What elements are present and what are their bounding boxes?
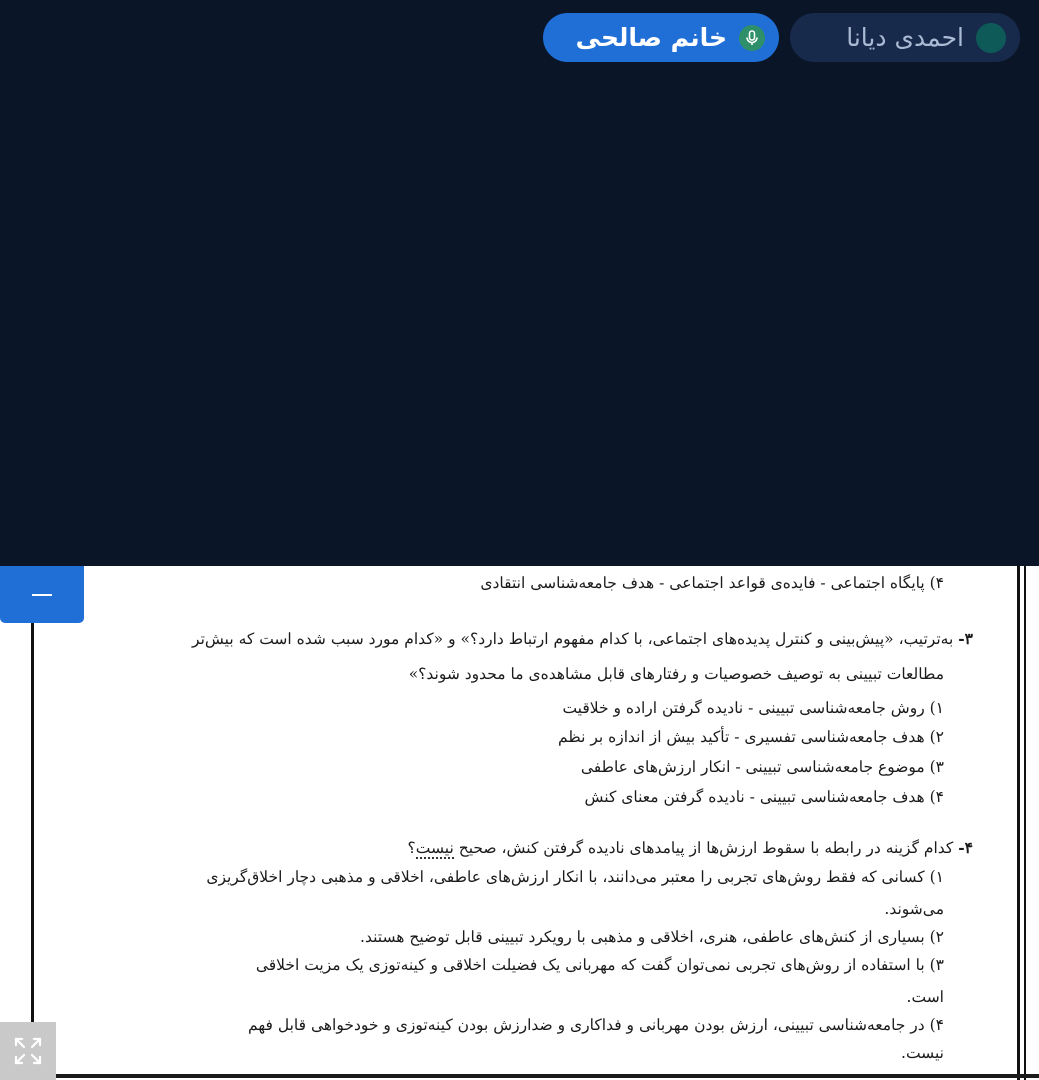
q3-option-3: ۳) موضوع جامعه‌شناسی تبیینی - انکار ارزش‌های عاطفی — [580, 758, 944, 776]
q4-option-1-line2: می‌شوند. — [884, 900, 944, 918]
expand-button[interactable] — [0, 1022, 56, 1080]
minimize-button[interactable] — [0, 566, 84, 623]
q3-option-1: ۱) روش جامعه‌شناسی تبیینی - نادیده گرفتن اراده و خلاقیت — [562, 699, 944, 717]
q3-line1 — [69, 629, 973, 648]
q3-stem-line2: مطالعات تبیینی به توصیف خصوصیات و رفتارهای قابل مشاهده‌ی ما محدود شوند؟» — [408, 665, 944, 683]
q3-number: ۳- — [958, 629, 973, 648]
page-border-right-outer — [1024, 566, 1026, 1080]
page-border-left — [31, 566, 34, 1080]
q4-option-4-line2: نیست. — [901, 1044, 944, 1062]
q4-number: ۴- — [958, 838, 973, 857]
q4-stem-negation: نیست — [415, 839, 454, 857]
expand-icon — [12, 1035, 44, 1067]
avatar-dot — [976, 23, 1006, 53]
participant-name: احمدی دیانا — [846, 23, 964, 52]
q3-option-2: ۲) هدف جامعه‌شناسی تفسیری - تأکید بیش از اندازه بر نظم — [558, 728, 944, 746]
q4-option-3-line1: ۳) با استفاده از روش‌های تجربی نمی‌توان گفت که مهربانی یک فضیلت اخلاقی و کینه‌توزی یک مزیت اخلاقی — [255, 956, 944, 974]
q4-option-4-line1: ۴) در جامعه‌شناسی تبیینی، ارزش بودن مهربانی و فداکاری و ضدارزش بودن کینه‌توزی و خودخواهی قابل فهم — [248, 1016, 944, 1034]
microphone-icon — [739, 25, 765, 51]
participant-pill-salehi[interactable] — [543, 13, 779, 62]
q4-option-2: ۲) بسیاری از کنش‌های عاطفی، هنری، اخلاقی و مذهبی با رویکرد تبیینی قابل توضیح هستند. — [360, 928, 944, 946]
q4-option-1-line1: ۱) کسانی که فقط روش‌های تجربی را معتبر می‌دانند، با انکار ارزش‌های عاطفی، اخلاقی و مذهبی دچار اخلاق‌گریزی — [206, 868, 944, 886]
page-border-bottom — [0, 1074, 1039, 1078]
q4-option-3-line2: است. — [906, 988, 944, 1006]
shared-document — [0, 566, 1039, 1080]
q4-stem-main: کدام گزینه در رابطه با سقوط ارزش‌ها از پیامدهای نادیده گرفتن کنش، صحیح — [458, 839, 954, 857]
q3-stem-line1: به‌ترتیب، «پیش‌بینی و کنترل پدیده‌های اجتماعی، با کدام مفهوم ارتباط دارد؟» و «کدام مورد سبب شده است که بیش‌تر — [192, 630, 954, 648]
page-border-right — [1017, 566, 1020, 1080]
q2-option-4: ۴) پایگاه اجتماعی - فایده‌ی قواعد اجتماعی - هدف جامعه‌شناسی انتقادی — [480, 574, 944, 592]
q4-stem-end: ؟ — [407, 839, 416, 857]
q3-option-4: ۴) هدف جامعه‌شناسی تبیینی - نادیده گرفتن معنای کنش — [584, 788, 944, 806]
participant-name: خانم صالحی — [575, 23, 727, 52]
q4-stem — [408, 838, 973, 857]
minus-icon — [32, 594, 52, 596]
participant-pill-diana[interactable] — [790, 13, 1020, 62]
